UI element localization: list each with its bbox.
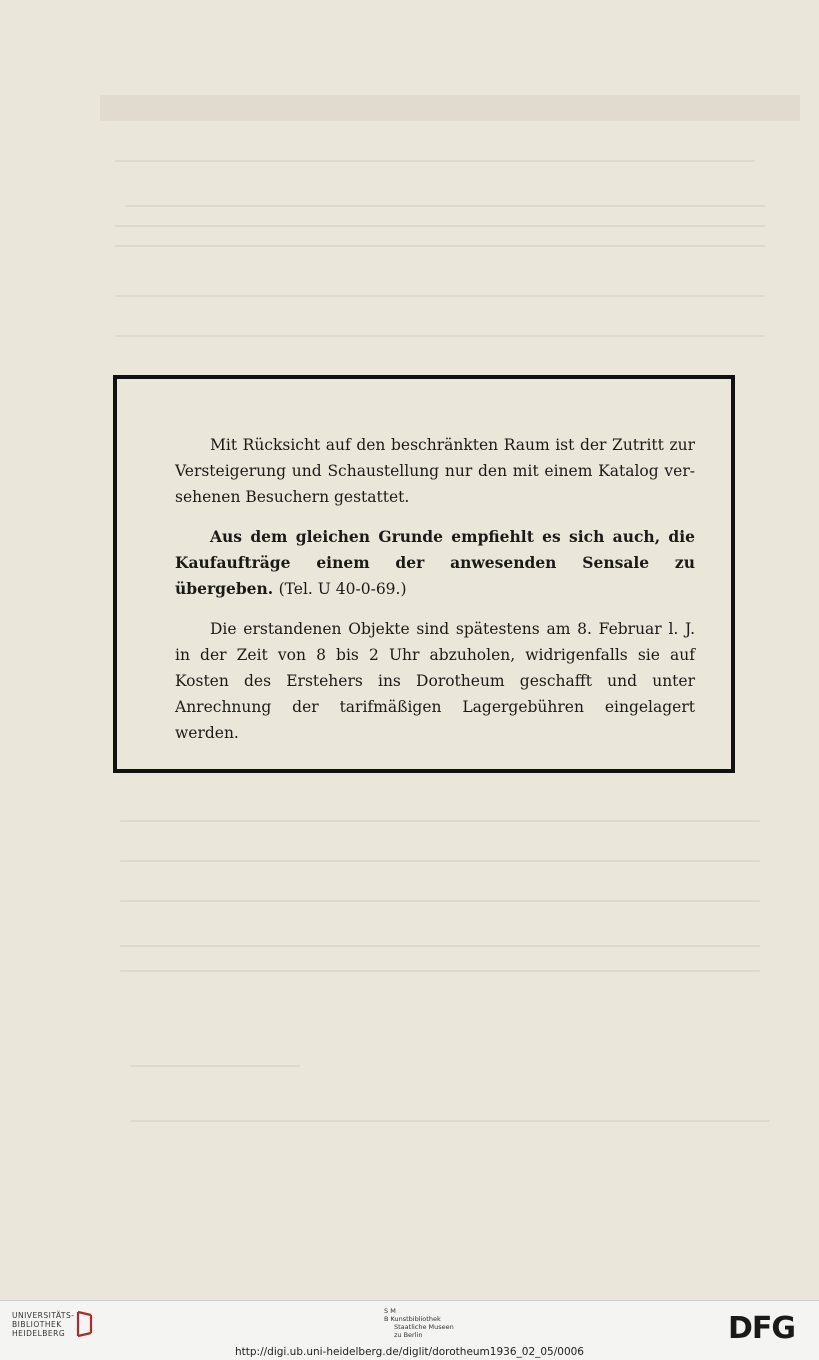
provenance-stamp (384, 1307, 454, 1339)
notice-paragraph-bids (175, 524, 695, 602)
stamp-line: Staatliche Museen (394, 1323, 454, 1331)
bleed-through-line (120, 820, 760, 822)
bleed-through-line (115, 160, 755, 162)
bleed-through-line (120, 900, 760, 902)
notice-text (175, 432, 695, 746)
bleed-through-line (120, 970, 760, 972)
bleed-through-line (120, 945, 760, 947)
bleed-through-title (100, 95, 800, 121)
university-line: HEIDELBERG (12, 1329, 66, 1338)
university-line: UNIVERSITÄTS- (12, 1311, 75, 1320)
notice-frame (113, 375, 735, 773)
university-line: BIBLIOTHEK (12, 1320, 62, 1329)
bleed-through-line (125, 205, 765, 207)
stamp-line: S M (384, 1307, 396, 1315)
stamp-line: B Kunstbibliothek (384, 1315, 441, 1323)
bleed-through-line (130, 1065, 300, 1067)
bleed-through-line (115, 295, 765, 297)
bleed-through-line (115, 335, 765, 337)
notice-telephone: (Tel. U 40-0-69.) (278, 580, 407, 598)
notice-paragraph-pickup: Die erstandenen Objekte sind spätestens am 8. Februar l. J. in der Zeit von 8 bis 2 Uhr abzuholen, widrigenfalls sie auf Kosten des Erstehers ins Dorotheum geschafft und unter Anrechnung der tarifmäßigen Lagergebühren eingelagert werden. (175, 620, 695, 742)
page-url-link[interactable]: http://digi.ub.uni-heidelberg.de/diglit/dorotheum1936_02_05/0006 (235, 1346, 584, 1358)
bleed-through-line (130, 1120, 770, 1122)
footer-bar (0, 1300, 819, 1360)
notice-frame-inner (125, 387, 723, 761)
notice-paragraph-admission: Mit Rücksicht auf den beschränkten Raum ist der Zutritt zur Versteigerung und Schaustellung nur den mit einem Katalog versehenen Besuchern gestattet. (175, 436, 695, 506)
bleed-through-line (120, 860, 760, 862)
stamp-line: zu Berlin (394, 1331, 423, 1339)
notice-bids-bold: Aus dem gleichen Grunde empfiehlt es sich auch, die Kaufaufträge einem der anwesenden Sensale zu übergeben. (175, 527, 695, 598)
bleed-through-line (115, 225, 765, 227)
university-library-label[interactable] (12, 1311, 74, 1338)
bleed-through-line (115, 245, 765, 247)
dfg-logo[interactable]: DFG (728, 1311, 796, 1346)
university-logo-icon[interactable] (75, 1309, 95, 1339)
